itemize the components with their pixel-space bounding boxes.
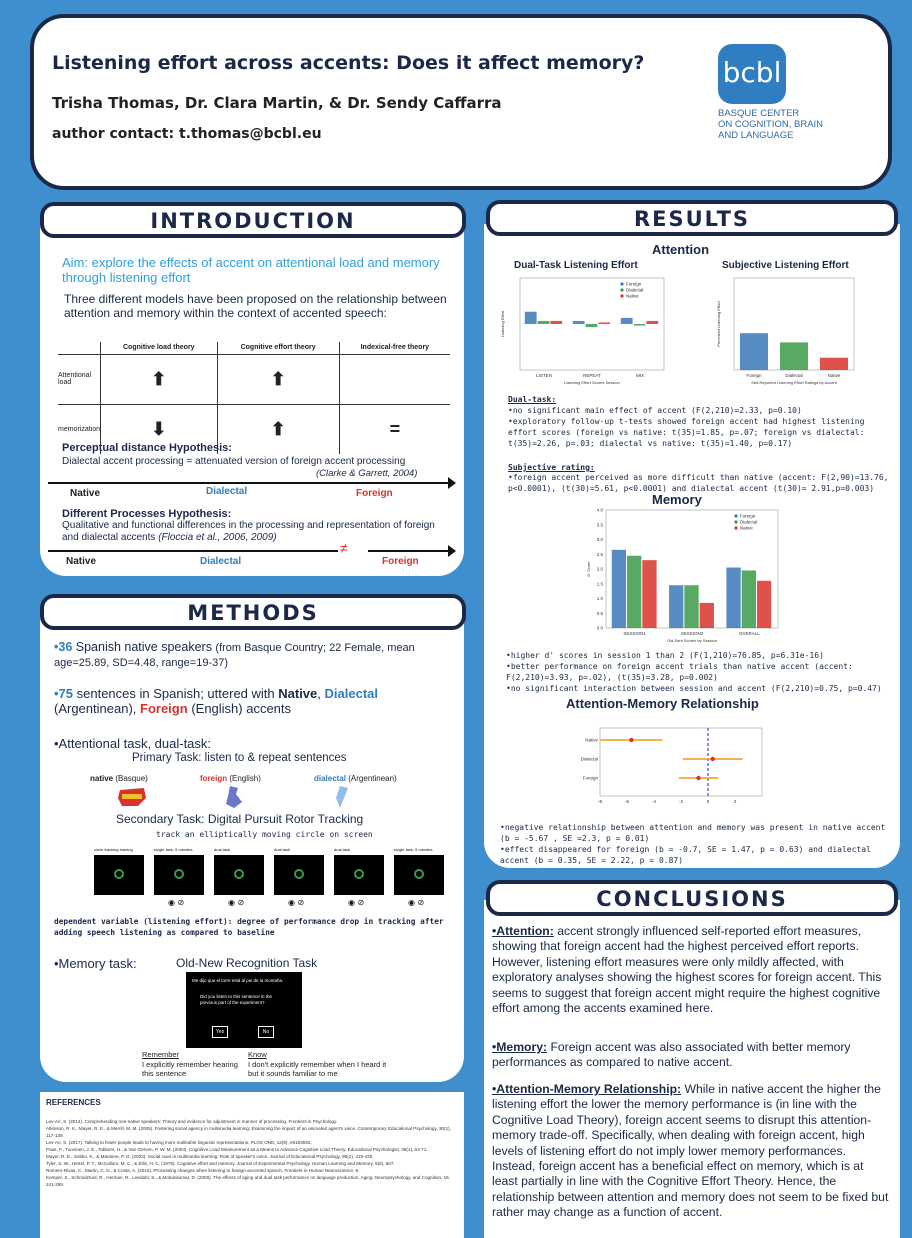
arrow-up-icon: ⬆ xyxy=(151,368,167,389)
y-tick-label: 0.5 xyxy=(596,610,603,616)
references-heading: REFERENCES xyxy=(46,1098,101,1107)
dual-chart-title: Dual-Task Listening Effort xyxy=(514,260,638,271)
x-tick-label: -6 xyxy=(624,799,630,804)
bar xyxy=(646,321,658,324)
reference-item: Lev-Ari, S. (2014). Comprehending non-native speakers: Theory and evidence for adjustment in manner of processing. Frontiers in Psychology. xyxy=(46,1119,338,1124)
bar xyxy=(742,570,756,628)
legend-marker xyxy=(620,288,623,291)
intro-aim xyxy=(62,255,454,285)
audio-icon: ◉ ⊘ xyxy=(288,898,305,907)
cont2-foreign: Foreign xyxy=(382,556,419,567)
bar xyxy=(586,324,598,327)
argentina-map-icon xyxy=(336,786,348,808)
label-foreign: foreign xyxy=(200,774,228,783)
amr-heading: Attention-Memory Relationship xyxy=(566,696,759,711)
arrow-right-icon xyxy=(448,477,456,489)
x-tick-label: Native xyxy=(827,373,841,378)
memory-chart xyxy=(584,506,784,644)
bar xyxy=(684,585,698,628)
bar xyxy=(757,581,771,628)
cont1-native: Native xyxy=(70,488,101,499)
perc-text: Dialectal accent processing = attenuated version of foreign accent processing xyxy=(62,456,406,467)
bar xyxy=(627,556,641,628)
y-axis-label: D' Score xyxy=(586,561,591,577)
legend-label: Foreign xyxy=(740,513,756,519)
y-tick-label: 2.0 xyxy=(596,566,603,572)
bar xyxy=(525,312,537,324)
point-estimate xyxy=(711,757,715,761)
label-native-sub: (Basque) xyxy=(115,774,148,783)
plot-frame xyxy=(600,728,762,796)
amr-result-1: •negative relationship between attention and memory was present in native accent (b = -5.67 , SE =2.3, p = 0.01) xyxy=(500,823,886,843)
y-tick-label: 3.0 xyxy=(596,537,603,542)
bar xyxy=(612,550,626,628)
memory-result-2: •better performance on foreign accent trials than native accent (accent: F(2,210)=3.93, p=.02), (t(35)=3.28, p=0.002) xyxy=(506,662,853,682)
x-tick-label: SESSION2 xyxy=(680,631,704,636)
dual-task-result-1: •no significant main effect of accent (F(2,210)=2.33, p=0.10) xyxy=(508,406,802,415)
legend-label: Native xyxy=(626,293,639,299)
subjective-label: Subjective rating: xyxy=(508,463,595,472)
label-dialectal: dialectal xyxy=(314,774,347,783)
x-tick-label: -8 xyxy=(597,799,603,804)
frame-label: single task, 5 minutes xyxy=(154,847,193,852)
memory-result-1: •higher d' scores in session 1 than 2 (F(1,210)=76.85, p=6.31e-16) xyxy=(506,651,824,660)
label-foreign-sub: (English) xyxy=(229,774,261,783)
methods-heading: METHODS xyxy=(40,594,466,630)
frame-label: circle tracking training xyxy=(94,847,133,852)
yes-button: Yes xyxy=(212,1026,228,1038)
dv-text: dependent variable (listening effort): degree of performance drop in tracking after adding speech listening as compared to baseline xyxy=(54,917,444,937)
target-circle-icon xyxy=(354,869,364,879)
accents-end: (English) accents xyxy=(191,701,292,716)
x-tick-label: 2 xyxy=(733,799,737,804)
bar xyxy=(634,324,646,326)
references-list xyxy=(46,1118,456,1188)
target-circle-icon xyxy=(414,869,424,879)
continuum-line-2b xyxy=(368,550,452,552)
memory-heading: Memory xyxy=(652,492,702,507)
target-circle-icon xyxy=(234,869,244,879)
methods-participants xyxy=(54,640,458,670)
y-tick-label: 4.0 xyxy=(596,507,603,513)
x-axis-label: Old-Sent Scores by Session xyxy=(666,638,718,643)
th-load: Cognitive load theory xyxy=(101,342,218,354)
y-tick-label: Foreign xyxy=(582,775,598,781)
legend-label: Native xyxy=(740,525,753,531)
conclusion-memory xyxy=(492,1040,892,1071)
bar xyxy=(538,321,550,324)
bar xyxy=(820,358,848,370)
participants-text: Spanish native speakers xyxy=(72,640,216,654)
results-heading: RESULTS xyxy=(486,200,898,236)
spain-flag-band xyxy=(122,794,142,799)
y-tick-label: Dialectal xyxy=(580,756,598,762)
y-tick-label: 0.0 xyxy=(596,625,603,631)
track-text: track an elliptically moving circle on screen xyxy=(156,830,373,839)
diff-title: Different Processes Hypothesis: xyxy=(62,508,232,520)
memory-task: •Memory task: xyxy=(54,956,137,971)
tracking-screen xyxy=(334,855,384,895)
x-tick-label: 0 xyxy=(706,799,710,804)
conclusion-attention xyxy=(492,924,892,1016)
y-tick-label: 1.0 xyxy=(596,596,603,601)
primary-task: Primary Task: listen to & repeat sentences xyxy=(132,752,347,764)
audio-icon: ◉ ⊘ xyxy=(168,898,185,907)
cont2-dialectal: Dialectal xyxy=(200,556,242,567)
y-axis-label: Perceived Listening Effort xyxy=(716,301,721,347)
neq-sign: ≠ xyxy=(340,540,348,556)
tracking-screen xyxy=(154,855,204,895)
diff-text xyxy=(62,520,452,544)
screen-question: Did you listen to this sentence in the previous part of the experiment? xyxy=(200,994,273,1005)
conclusion-memory-label: •Memory: xyxy=(492,1040,548,1054)
know-text: I don't explicitly remember when I heard it but it sounds familiar to me xyxy=(248,1060,387,1078)
author-contact: author contact: t.thomas@bcbl.eu xyxy=(52,126,322,142)
methods-sentences: •75 sentences in Spanish; uttered with Native, Dialectal (Argentinean), Foreign (English) accents xyxy=(54,686,378,716)
bar xyxy=(621,318,633,324)
equals-icon: = xyxy=(389,418,401,439)
x-tick-label: MIX xyxy=(635,373,645,378)
frame-label: dual task xyxy=(274,847,291,852)
conclusions-heading: CONCLUSIONS xyxy=(486,880,898,916)
intro-heading: INTRODUCTION xyxy=(40,202,466,238)
know-label: Know xyxy=(248,1050,267,1059)
reference-item: Paas, F., Tuovinen, J. E., Tabbers, H., & Van Gerven, P. W. M. (2003). Cognitive Load Measurement as a Means to Advance Cognitive Load Theory. Educational Psychologist, 38(1), 63-71. xyxy=(46,1147,428,1152)
remember-text: I explicitly remember hearing this sentence xyxy=(142,1060,238,1078)
reference-item: Kemper, S., Schmalzried, R., Herman, R., Leedahl, S., & Mohankumar, D. (2009). The effects of aging and dual task performance on language production. Aging, Neuropsychology, and Cognition, 16, 241-259. xyxy=(46,1175,450,1187)
bar xyxy=(669,585,683,628)
arrow-right-icon xyxy=(448,545,456,557)
dual-task-chart xyxy=(498,272,668,390)
remember-label: Remember xyxy=(142,1050,180,1059)
bar xyxy=(573,321,585,324)
tracking-screen xyxy=(94,855,144,895)
continuum-line-2a xyxy=(48,550,338,552)
bar xyxy=(642,560,656,628)
logo-subtitle: BASQUE CENTER ON COGNITION, BRAIN AND LANGUAGE xyxy=(718,108,824,141)
sentences-text: sentences in Spanish; uttered with xyxy=(73,686,279,701)
bar xyxy=(726,568,740,628)
row-attentional: Attentional load xyxy=(58,354,101,404)
num-sentences: •75 xyxy=(54,686,74,701)
continuum-line-1 xyxy=(48,482,452,484)
conclusion-attention-text: accent strongly influenced self-reported effort measures, showing that foreign accent had the highest perceived effort reports. However, listening effort measures were only mildly affected, with exploratory analyses showing the highest scores for foreign accent. This seems to suggest that foreign accent might require the highest cognitive effort among the accents examined here. xyxy=(492,924,882,1016)
foreign-word: Foreign xyxy=(140,701,188,716)
legend-marker xyxy=(734,520,737,523)
label-native: native xyxy=(90,774,114,783)
target-circle-icon xyxy=(114,869,124,879)
native-word: Native xyxy=(278,686,318,701)
legend-label: Dialectal xyxy=(740,519,758,525)
dialectal-word: Dialectal xyxy=(324,686,378,701)
arrow-up-icon: ⬆ xyxy=(270,368,286,389)
memory-task-title: Old-New Recognition Task xyxy=(176,956,318,970)
reference-item: Atkinson, R. K., Mayer, R. E., & Merrill, M. M. (2005). Fostering social agency in multimedia learning: Examining the impact of an animated agent's voice. Contemporary Educational Psychology, 30(1), 117-139. xyxy=(46,1126,451,1138)
amr-result-2: •effect disappeared for foreign (b = -0.7, SE = 1.47, p = 0.63) and dialectal accent (b = 0.35, SE = 2.22, p = 0.87) xyxy=(500,845,871,865)
legend-marker xyxy=(734,526,737,529)
x-axis-label: Listening Effort Scores Session xyxy=(564,380,620,385)
frame-label: single task, 5 minutes xyxy=(394,847,433,852)
memory-result-3: •no significant interaction between session and accent (F(2,210)=0.75, p=0.47) xyxy=(506,684,882,693)
cont2-native: Native xyxy=(66,556,97,567)
reference-item: Lev-Ari, S. (2017). Talking to fewer people leads to having more malleable linguistic representations. PLOS ONE, 12(8), e0183593. xyxy=(46,1140,312,1145)
screen-sentence: Me dijo que el torre está al pie de la montaña. xyxy=(192,978,284,983)
uk-map-icon xyxy=(226,786,242,808)
audio-icon: ◉ ⊘ xyxy=(408,898,425,907)
subjective-effort-chart xyxy=(712,272,860,390)
no-button: No xyxy=(258,1026,274,1038)
arrow-down-icon: ⬇ xyxy=(151,418,167,439)
dual-task-label: Dual-task: xyxy=(508,395,557,404)
country-maps xyxy=(110,784,360,810)
x-tick-label: SESSION1 xyxy=(623,631,646,636)
recognition-screen xyxy=(186,972,302,1048)
reference-item: Romero-Rivas, C., Martin, C. D., & Costa, A. (2015). Processing changes when listening to foreign-accented speech. Frontiers in Human Neuroscience, 9. xyxy=(46,1168,360,1173)
x-tick-label: REPEAT xyxy=(583,373,601,378)
frame-label: dual task xyxy=(214,847,231,852)
poster-header xyxy=(30,14,892,190)
perc-title: Perceptual distance Hypothesis: xyxy=(62,442,232,454)
perc-cite: (Clarke & Garrett, 2004) xyxy=(316,468,418,479)
tracking-screen xyxy=(394,855,444,895)
tracking-screen xyxy=(274,855,324,895)
x-tick-label: LISTEN xyxy=(536,373,552,378)
diff-cite: (Floccia et al., 2006, 2009) xyxy=(158,532,277,543)
attentional-task: •Attentional task, dual-task: xyxy=(54,736,212,751)
y-tick-label: Native xyxy=(585,737,598,743)
x-tick-label: Dialectal xyxy=(785,373,803,378)
x-tick-label: Foreign xyxy=(746,373,762,378)
bar xyxy=(598,322,610,324)
y-tick-label: 3.5 xyxy=(596,522,603,528)
y-tick-label: 2.5 xyxy=(596,551,603,557)
subjective-result: •foreign accent perceived as more difficult than native (accent: F(2,90)=13.76, p<0.0001), (t(30)=5.61, p<0.0001) and dialectal accent (t(30)= 2.91,p=0.003) xyxy=(508,473,889,493)
audio-icon: ◉ ⊘ xyxy=(228,898,245,907)
argentinean-word: (Argentinean), xyxy=(54,701,137,716)
legend-label: Dialectal xyxy=(626,287,644,293)
conclusion-memory-text: Foreign accent was also associated with better memory performances as compared to native accent. xyxy=(492,1040,851,1070)
th-indexical: Indexical-free theory xyxy=(339,342,450,354)
y-axis-label: Listening Effort xyxy=(500,310,505,338)
tracking-frames xyxy=(94,847,454,907)
attention-memory-chart xyxy=(574,720,766,810)
row-memorization: memorization xyxy=(58,404,101,454)
participants-detail: (from Basque Country; 22 Female, mean age=25.89, SD=4.48, range=19-37) xyxy=(54,642,415,669)
y-tick-label: 1.5 xyxy=(596,581,603,587)
x-axis-label: Self-Reported Listening Effort Ratings by Accent xyxy=(751,380,837,385)
bcbl-logo xyxy=(710,44,860,184)
poster-title: Listening effort across accents: Does it affect memory? xyxy=(52,52,645,74)
poster-authors: Trisha Thomas, Dr. Clara Martin, & Dr. Sendy Caffarra xyxy=(52,94,502,112)
label-dialectal-sub: (Argentinean) xyxy=(348,774,397,783)
legend-marker xyxy=(620,282,623,285)
conclusion-relationship-text: While in native accent the higher the listening effort the lower the memory performance is (in line with the Cognitive Load Theory), foreign accent seems to disrupt this attention-memory trade-off. Specifically, when dealing with foreign accent, high levels of listening effort do not imply lower memory performances. Instead, foreign accent has a beneficial effect on memory, which is at least partially in line with the Cognitive Effort Theory. Hence, the relationship between attention and memory does not seem to be fixed but rather may change as a function of accent. xyxy=(492,1082,889,1220)
target-circle-icon xyxy=(294,869,304,879)
bar xyxy=(780,342,808,370)
point-estimate xyxy=(629,738,633,742)
x-tick-label: -2 xyxy=(678,799,684,804)
th-effort: Cognitive effort theory xyxy=(217,342,339,354)
legend-label: Foreign xyxy=(626,281,642,287)
subj-chart-title: Subjective Listening Effort xyxy=(722,260,849,271)
attention-heading: Attention xyxy=(652,242,710,257)
reference-item: Tyler, S. W., Hertel, P. T., McCallum, M. C., & Ellis, H. C. (1979). Cognitive effort and memory. Journal of Experimental Psychology. Human Learning and Memory, 5(6), 607. xyxy=(46,1161,395,1166)
conclusion-attention-label: •Attention: xyxy=(492,924,554,938)
arrow-up-icon: ⬆ xyxy=(270,418,286,439)
legend-marker xyxy=(620,294,623,297)
secondary-task: Secondary Task: Digital Pursuit Rotor Tracking xyxy=(116,812,364,826)
point-estimate xyxy=(696,776,700,780)
conclusion-relationship-label: •Attention-Memory Relationship: xyxy=(492,1082,682,1096)
bar xyxy=(700,603,714,628)
intro-models: Three different models have been proposed on the relationship between attention and memory within the context of accented speech: xyxy=(64,292,447,320)
x-tick-label: -4 xyxy=(651,799,657,804)
legend-marker xyxy=(734,514,737,517)
frame-label: dual task xyxy=(334,847,351,852)
dual-task-result-2: •exploratory follow-up t-tests showed foreign accent had highest listening effort scores (foreign vs native: t(35)=1.85, p=.07; foreign vs dialectal: t(35)=2.26, p=.03; dialectal vs native: t(35)=1.40, p=0.17) xyxy=(508,417,865,448)
aim-text: Aim: explore the effects of accent on attentional load and memory through listening effort xyxy=(62,255,440,285)
num-participants: •36 xyxy=(54,640,73,654)
target-circle-icon xyxy=(174,869,184,879)
x-tick-label: OVERALL xyxy=(738,631,760,636)
cont1-dialectal: Dialectal xyxy=(206,486,248,497)
theory-table xyxy=(58,342,450,454)
tracking-screen xyxy=(214,855,264,895)
diff-body: Qualitative and functional differences in the processing and representation of foreign and dialectal accents xyxy=(62,520,435,543)
audio-icon: ◉ ⊘ xyxy=(348,898,365,907)
reference-item: Mayer, R. E., Sobko, K., & Mautone, P. D. (2003). Social cues in multimedia learning: Role of speaker's voice. Journal of Educational Psychology, 95(2), 419-425. xyxy=(46,1154,374,1159)
conclusion-relationship xyxy=(492,1082,892,1221)
logo-badge: bcbl xyxy=(718,44,786,104)
cont1-foreign: Foreign xyxy=(356,488,393,499)
bar xyxy=(550,321,562,324)
bar xyxy=(740,333,768,370)
